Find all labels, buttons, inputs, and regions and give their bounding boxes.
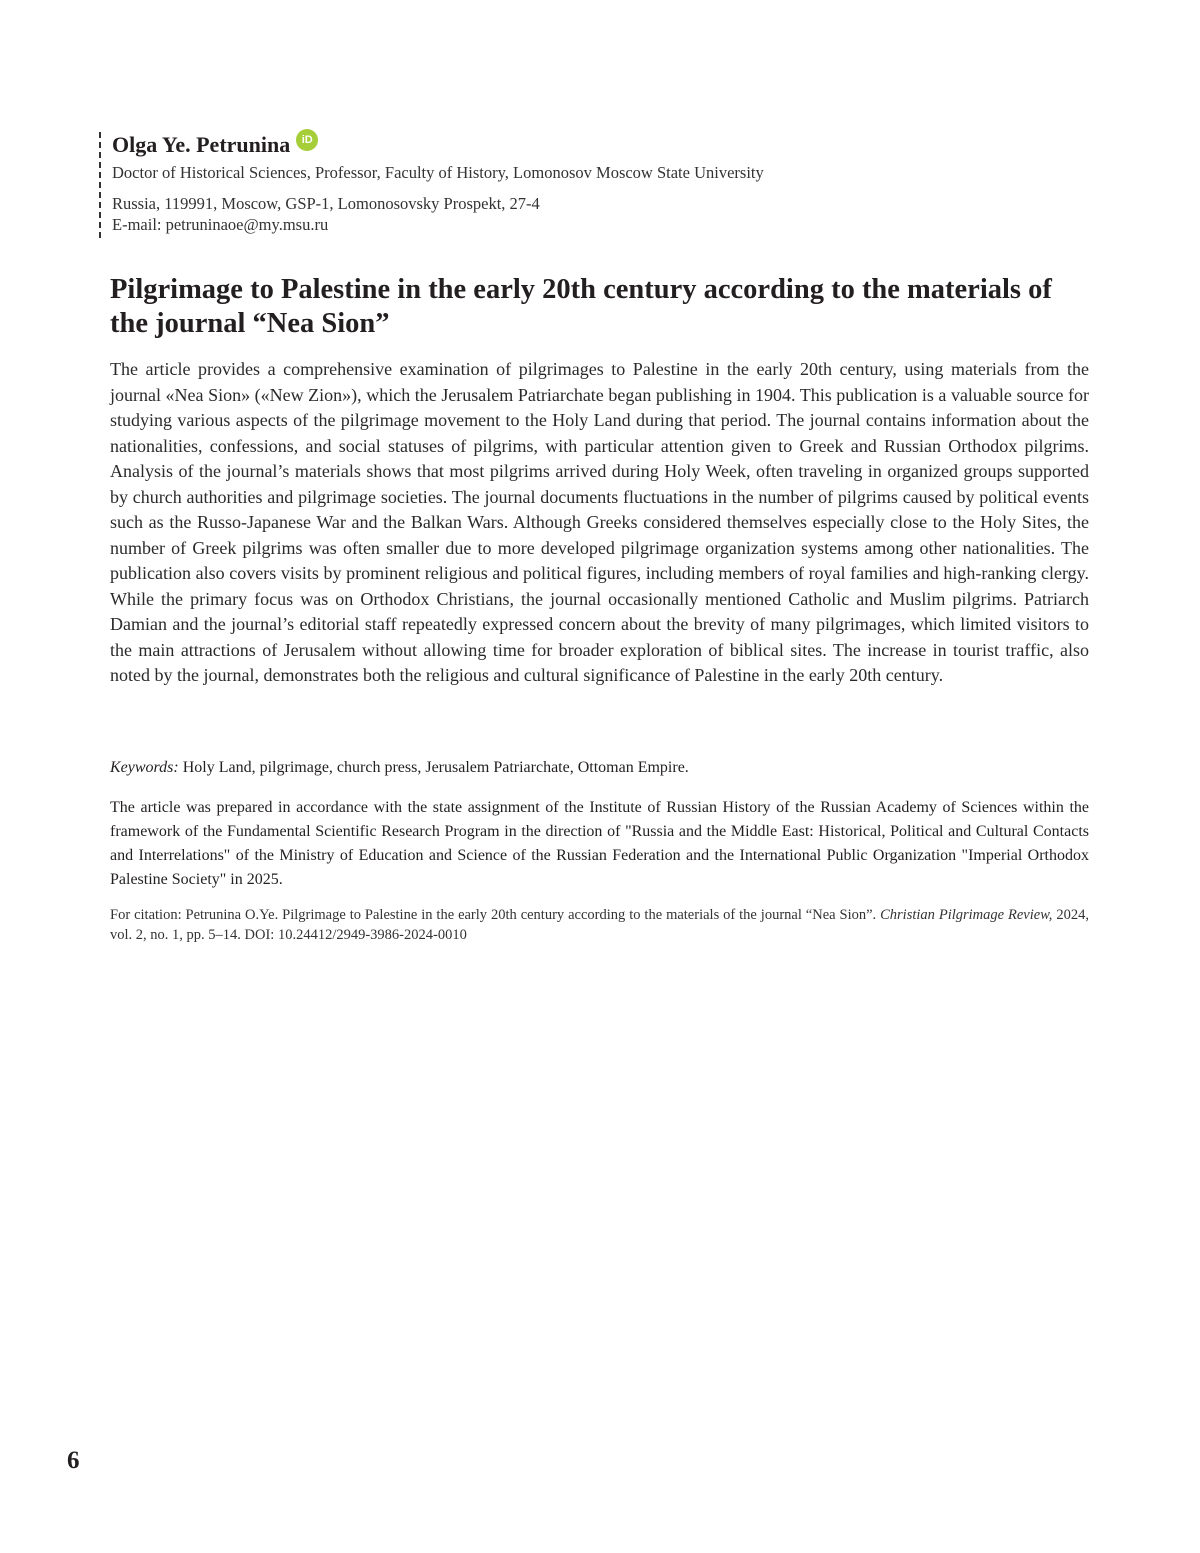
author-name-row — [112, 132, 1102, 158]
citation-suffix: 2024, vol. 2, no. 1, pp. 5–14. DOI: 10.24412/2949-3986-2024-0010 — [110, 907, 1089, 943]
author-affiliation: Doctor of Historical Sciences, Professor, Faculty of History, Lomonosov Moscow State University — [112, 162, 1102, 183]
citation — [110, 905, 1089, 945]
page-number: 6 — [67, 1447, 80, 1475]
citation-journal: Christian Pilgrimage Review, — [880, 907, 1052, 923]
keywords-list: Holy Land, pilgrimage, church press, Jerusalem Patriarchate, Ottoman Empire. — [179, 759, 689, 776]
orcid-icon[interactable]: iD — [296, 129, 318, 151]
funding-note: The article was prepared in accordance with the state assignment of the Institute of Russian History of the Russian Academy of Sciences within the framework of the Fundamental Scientific Research Program in the direction of "Russia and the Middle East: Historical, Political and Cultural Contacts and Interrelations" of the Ministry of Education and Science of the Russian Federation and the International Public Organization "Imperial Orthodox Palestine Society" in 2025. — [110, 796, 1089, 892]
keywords — [110, 757, 1089, 779]
author-block — [99, 132, 1102, 238]
author-address: Russia, 119991, Moscow, GSP-1, Lomonosovsky Prospekt, 27-4 — [112, 193, 1102, 214]
author-name: Olga Ye. Petrunina — [112, 132, 290, 158]
keywords-label: Keywords: — [110, 759, 179, 776]
abstract: The article provides a comprehensive examination of pilgrimages to Palestine in the early 20th century, using materials from the journal «Nea Sion» («New Zion»), which the Jerusalem Patriarchate began publishing in 1904. This publication is a valuable source for studying various aspects of the pilgrimage movement to the Holy Land during that period. The journal contains information about the nationalities, confessions, and social statuses of pilgrims, with particular attention given to Greek and Russian Orthodox pilgrims. Analysis of the journal’s materials shows that most pilgrims arrived during Holy Week, often traveling in organized groups supported by church authorities and pilgrimage societies. The journal documents fluctuations in the number of pilgrims caused by political events such as the Russo-Japanese War and the Balkan Wars. Although Greeks considered themselves especially close to the Holy Sites, the number of Greek pilgrims was often smaller due to more developed pilgrimage organization systems among other nationalities. The publication also covers visits by prominent religious and political figures, including members of royal families and high-ranking clergy. While the primary focus was on Orthodox Christians, the journal occasionally mentioned Catholic and Muslim pilgrims. Patriarch Damian and the journal’s editorial staff repeatedly expressed concern about the brevity of many pilgrimages, which limited visitors to the main attractions of Jerusalem without allowing time for broader exploration of biblical sites. The increase in tourist traffic, also noted by the journal, demonstrates both the religious and cultural significance of Palestine in the early 20th century. — [110, 357, 1089, 689]
article-title: Pilgrimage to Palestine in the early 20th century according to the materials of the journal “Nea Sion” — [110, 273, 1090, 341]
citation-prefix: For citation: Petrunina O.Ye. Pilgrimage to Palestine in the early 20th century according to the materials of the journal “Nea Sion”. — [110, 907, 880, 923]
author-email: E-mail: petruninaoe@my.msu.ru — [112, 214, 1102, 235]
